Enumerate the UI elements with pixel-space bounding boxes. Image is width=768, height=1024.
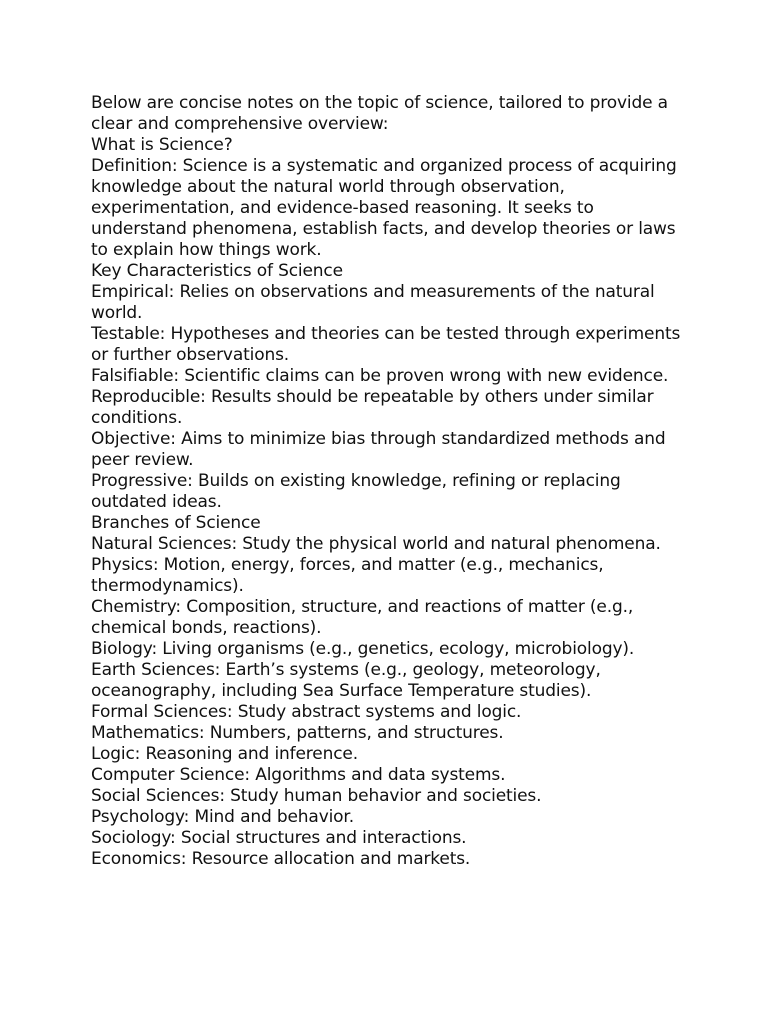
branch-natural-sciences: Natural Sciences: Study the physical world and natural phenomena. — [91, 534, 661, 554]
heading-key-characteristics: Key Characteristics of Science — [91, 261, 343, 281]
branch-economics: Economics: Resource allocation and markets. — [91, 849, 471, 869]
branch-physics: Physics: Motion, energy, forces, and matter (e.g., mechanics, thermodynamics). — [91, 555, 604, 596]
characteristic-reproducible: Reproducible: Results should be repeatable by others under similar conditions. — [91, 387, 654, 428]
branch-sociology: Sociology: Social structures and interactions. — [91, 828, 467, 848]
branch-logic: Logic: Reasoning and inference. — [91, 744, 358, 764]
heading-what-is-science: What is Science? — [91, 135, 233, 155]
definition-paragraph: Definition: Science is a systematic and organized process of acquiring knowledge about the natural world through observation, experimentation, and evidence-based reasoning. It seeks to understand phenomena, establish facts, and develop theories or laws to explain how things work. — [91, 156, 677, 260]
characteristic-falsifiable: Falsifiable: Scientific claims can be proven wrong with new evidence. — [91, 366, 669, 386]
branch-computer-science: Computer Science: Algorithms and data systems. — [91, 765, 506, 785]
branch-formal-sciences: Formal Sciences: Study abstract systems and logic. — [91, 702, 522, 722]
characteristic-testable: Testable: Hypotheses and theories can be tested through experiments or further observations. — [91, 324, 681, 365]
document-body — [91, 93, 691, 870]
branch-mathematics: Mathematics: Numbers, patterns, and structures. — [91, 723, 504, 743]
branch-biology: Biology: Living organisms (e.g., genetics, ecology, microbiology). — [91, 639, 635, 659]
branch-chemistry: Chemistry: Composition, structure, and reactions of matter (e.g., chemical bonds, reactions). — [91, 597, 634, 638]
heading-branches: Branches of Science — [91, 513, 261, 533]
characteristic-progressive: Progressive: Builds on existing knowledge, refining or replacing outdated ideas. — [91, 471, 621, 512]
characteristic-objective: Objective: Aims to minimize bias through standardized methods and peer review. — [91, 429, 666, 470]
branch-earth-sciences: Earth Sciences: Earth’s systems (e.g., geology, meteorology, oceanography, including Sea Surface Temperature studies). — [91, 660, 601, 701]
branch-psychology: Psychology: Mind and behavior. — [91, 807, 354, 827]
intro-paragraph: Below are concise notes on the topic of science, tailored to provide a clear and comprehensive overview: — [91, 93, 668, 134]
characteristic-empirical: Empirical: Relies on observations and measurements of the natural world. — [91, 282, 655, 323]
branch-social-sciences: Social Sciences: Study human behavior and societies. — [91, 786, 542, 806]
